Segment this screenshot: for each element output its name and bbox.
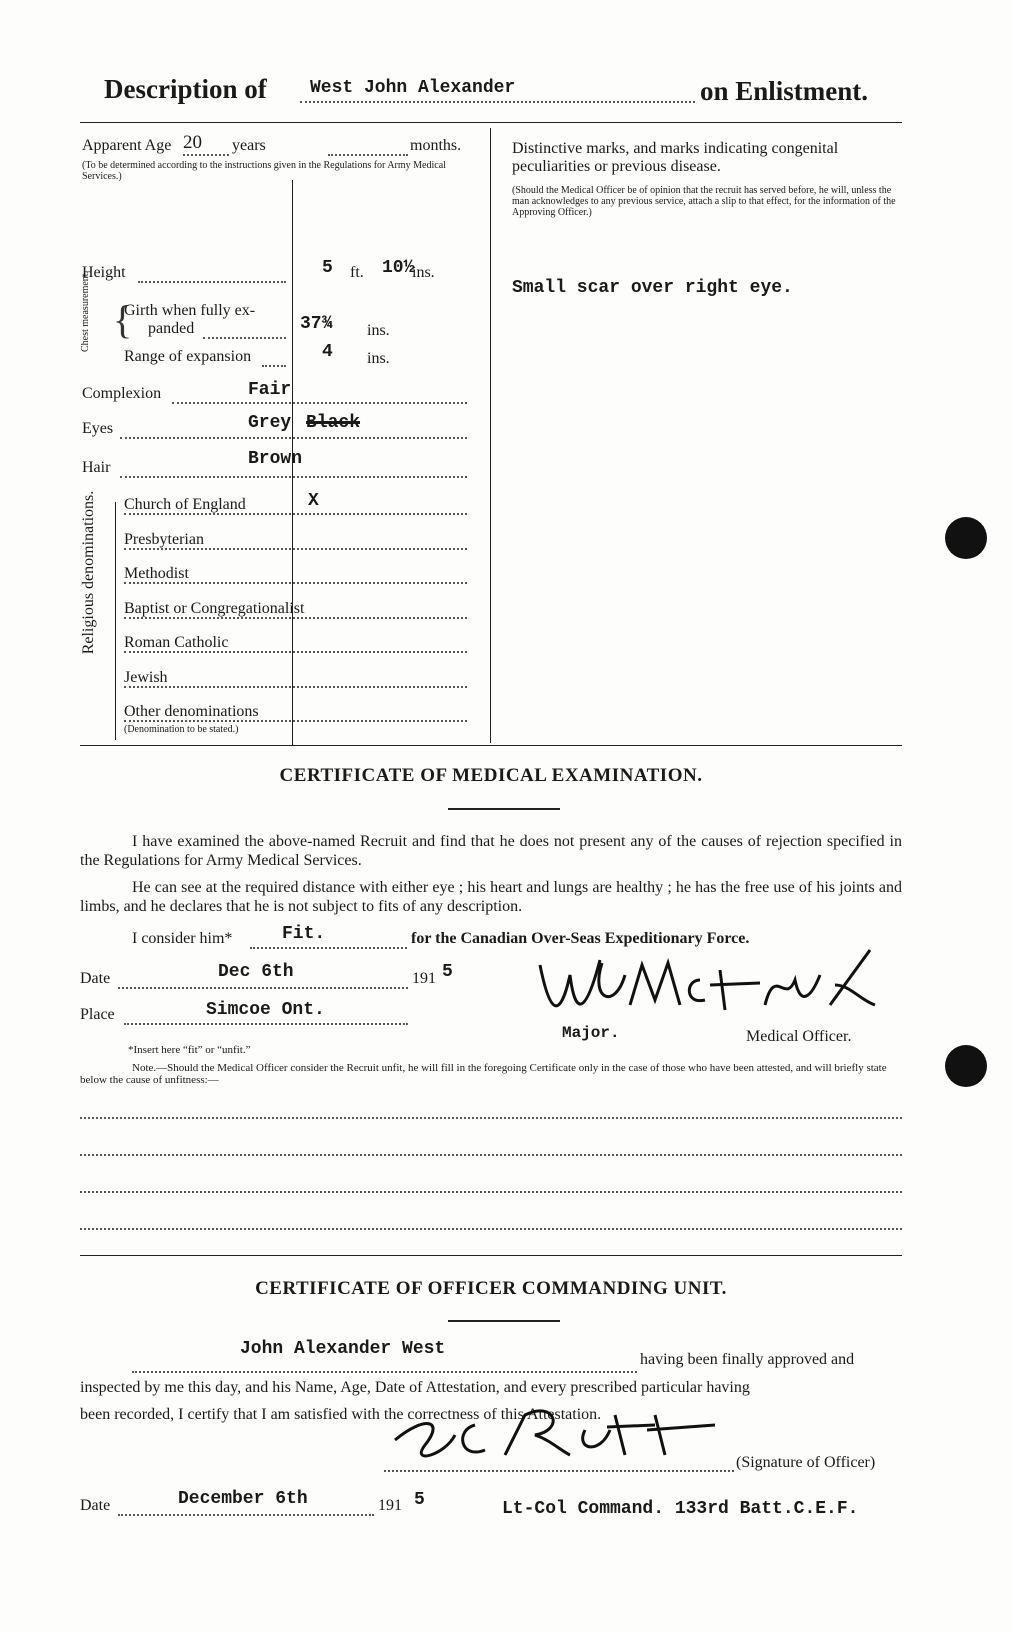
chest-side-label: Chest measurement. xyxy=(80,270,91,352)
commanding-text-2: inspected by me this day, and his Name, Age, Date of Attestation, and every prescribed particular having xyxy=(80,1379,750,1396)
unfitness-line-3 xyxy=(80,1191,902,1193)
age-label: Apparent Age xyxy=(82,137,172,154)
eyes-struck-value: Black xyxy=(306,413,361,433)
medical-para-2: He can see at the required distance with either eye ; his heart and lungs are healthy ; he has the free use of his joints and limbs, and he declares that he is not subject to fits of any description. xyxy=(80,879,902,915)
commanding-text-1: having been finally approved and xyxy=(640,1351,855,1368)
girth-label-1: Girth when fully ex- xyxy=(124,302,256,319)
medical-para-1: I have examined the above-named Recruit and find that he does not present any of the causes of rejection specified in the Regulations for Army Medical Services. xyxy=(80,833,902,869)
religion-side-label: Religious denominations. xyxy=(80,490,97,655)
religion-label: Church of England xyxy=(124,496,246,513)
commanding-year-suffix: 5 xyxy=(414,1490,425,1510)
girth-unit: ins. xyxy=(367,322,390,339)
center-divider xyxy=(490,128,491,743)
header-name: West John Alexander xyxy=(310,78,516,98)
unfitness-line-4 xyxy=(80,1228,902,1230)
height-ft-unit: ft. xyxy=(350,264,364,281)
complexion-value: Fair xyxy=(248,380,292,400)
commanding-name-value: John Alexander West xyxy=(240,1339,446,1359)
range-value: 4 xyxy=(322,342,333,362)
unfitness-line-2 xyxy=(80,1154,902,1156)
eyes-value: Grey xyxy=(248,413,292,433)
height-label: Height xyxy=(82,264,126,281)
religion-label: Presbyterian xyxy=(124,531,204,548)
age-months-unit: months. xyxy=(410,137,462,154)
commanding-unit: Lt-Col Command. 133rd Batt.C.E.F. xyxy=(502,1499,859,1519)
religion-label: Baptist or Congregationalist xyxy=(124,600,305,617)
medical-date-label: Date xyxy=(80,970,111,987)
medical-title: CERTIFICATE OF MEDICAL EXAMINATION. xyxy=(279,765,703,786)
religion-label: Methodist xyxy=(124,565,189,582)
punch-hole-lower xyxy=(945,1045,987,1087)
commanding-date-label: Date xyxy=(80,1497,111,1514)
age-value: 20 xyxy=(183,132,202,153)
chest-brace: { xyxy=(113,297,133,342)
commanding-officer-signature xyxy=(385,1395,725,1475)
medical-year-suffix: 5 xyxy=(442,962,453,982)
medical-officer-rank: Major. xyxy=(562,1024,620,1042)
unfit-note: Note.—Should the Medical Officer consider the Recruit unfit, he will fill in the foregoing Certificate only in the case of those who have been attested, and will briefly state below the cause of unfitness:— xyxy=(80,1062,887,1086)
girth-value: 37¾ xyxy=(300,314,333,334)
medical-year-prefix: 191 xyxy=(412,970,436,987)
commanding-title: CERTIFICATE OF OFFICER COMMANDING UNIT. xyxy=(255,1278,727,1299)
girth-label-2: panded xyxy=(148,320,195,337)
medical-place-label: Place xyxy=(80,1006,115,1023)
height-in-value: 10½ xyxy=(382,258,415,278)
header-suffix: on Enlistment. xyxy=(700,76,869,106)
eyes-label: Eyes xyxy=(82,420,114,437)
age-note: (To be determined according to the instructions given in the Regulations for Army Medical Services.) xyxy=(82,160,446,182)
consider-value: Fit. xyxy=(282,924,326,944)
hair-value: Brown xyxy=(248,449,303,469)
range-label: Range of expansion xyxy=(124,348,252,365)
commanding-text-3: been recorded, I certify that I am satisfied with the correctness of this Attestation. xyxy=(80,1406,602,1423)
age-years-unit: years xyxy=(232,137,266,154)
range-unit: ins. xyxy=(367,350,390,367)
commanding-year-prefix: 191 xyxy=(378,1497,402,1514)
signature-of-officer-label: (Signature of Officer) xyxy=(736,1454,876,1471)
medical-date-value: Dec 6th xyxy=(218,962,294,982)
marks-title: Distinctive marks, and marks indicating congenital peculiarities or previous disease. xyxy=(512,140,839,175)
hair-label: Hair xyxy=(82,459,111,476)
marks-note: (Should the Medical Officer be of opinion that the recruit has served before, he will, unless the man acknowledges to any previous service, attach a slip to that effect, for the information of the Approving Officer.) xyxy=(512,185,896,218)
insert-note: *Insert here “fit” or “unfit.” xyxy=(128,1044,251,1056)
other-denomination-note: (Denomination to be stated.) xyxy=(124,724,239,735)
religion-label: Jewish xyxy=(124,669,168,686)
height-ft-value: 5 xyxy=(322,258,333,278)
marks-value: Small scar over right eye. xyxy=(512,278,793,298)
medical-place-value: Simcoe Ont. xyxy=(206,1000,325,1020)
medical-officer-label: Medical Officer. xyxy=(746,1028,852,1045)
consider-prefix: I consider him* xyxy=(132,930,233,947)
commanding-date-value: December 6th xyxy=(178,1489,308,1509)
unfitness-line-1 xyxy=(80,1117,902,1119)
complexion-label: Complexion xyxy=(82,385,162,402)
punch-hole-upper xyxy=(945,517,987,559)
religion-mark: X xyxy=(308,491,319,511)
header-prefix: Description of xyxy=(104,74,267,104)
religion-label: Other denominations xyxy=(124,703,259,720)
height-in-unit: ins. xyxy=(412,264,435,281)
religion-label: Roman Catholic xyxy=(124,634,229,651)
medical-officer-signature xyxy=(530,945,890,1035)
consider-suffix: for the Canadian Over-Seas Expeditionary Force. xyxy=(411,930,750,947)
